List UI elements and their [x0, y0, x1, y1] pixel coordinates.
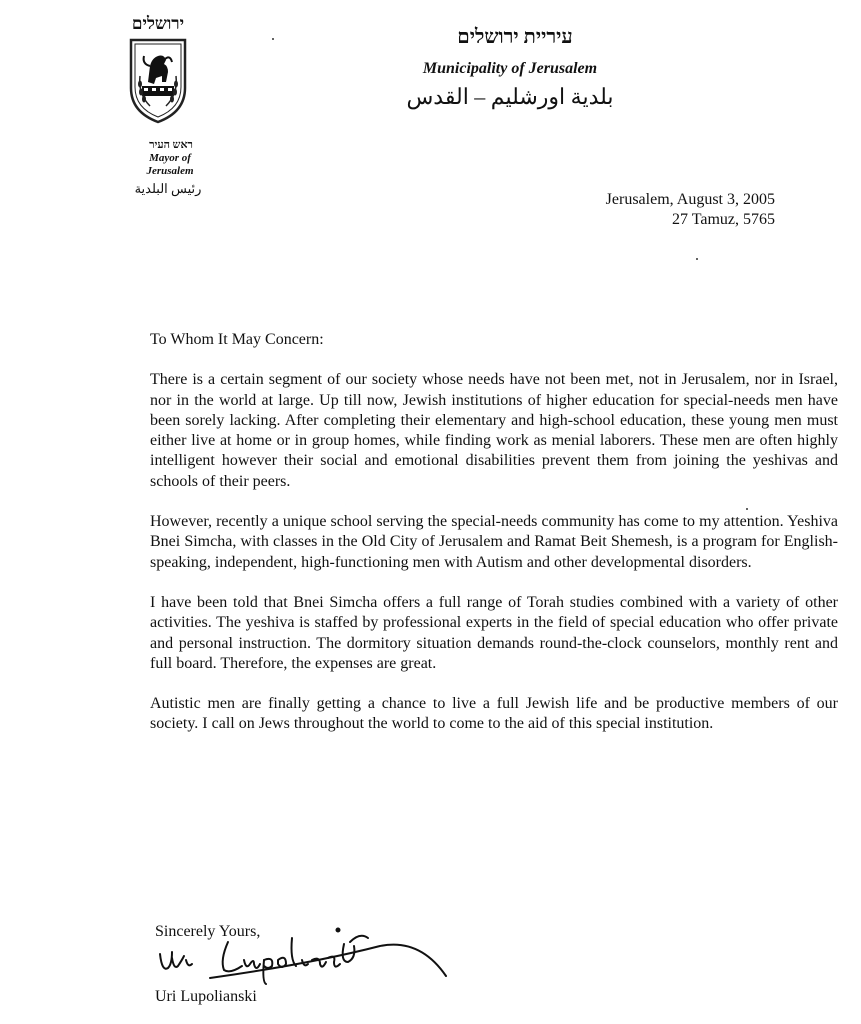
paragraph-1: There is a certain segment of our society whose needs have not been met, not in Jerusalem, nor in Israel, nor in the world at large. Up till now, Jewish institutions of higher education for special-needs men have been sorely lacking. After completing their elementary and high-school education, these young men must either live at home or in group homes, while finding work as menial laborers. These men are often highly intelligent however their social and emotional disabilities prevent them from joining the yeshivas and schools of their peers.: [150, 371, 838, 490]
salutation: To Whom It May Concern:: [150, 331, 324, 348]
paragraph-3: I have been told that Bnei Simcha offers a full range of Torah studies combined with a variety of other activities. The yeshiva is staffed by professional experts in the field of special education who offer private and personal instruction. The dormitory situation demands round-the-clock counselors, monthly rent and full board. Therefore, the expenses are great.: [150, 593, 838, 672]
date-gregorian: Jerusalem, August 3, 2005: [605, 191, 775, 208]
mayor-title-english-line2: Jerusalem: [146, 165, 194, 177]
mayor-title-arabic: رئيس البلدية: [134, 181, 202, 196]
mayor-title-block: [118, 138, 218, 198]
scan-speck: [746, 508, 748, 510]
date-block: [606, 190, 775, 230]
mayor-title-english-line1: Mayor of: [149, 152, 191, 164]
jerusalem-emblem: [118, 14, 198, 126]
paragraph-4: Autistic men are finally getting a chance to live a full Jewish life and be productive members of our society. I call on Jews throughout the world to come to the aid of this special institution.: [150, 695, 838, 733]
date-hebrew: 27 Tamuz, 5765: [671, 211, 775, 228]
scan-speck: [272, 38, 274, 40]
municipality-hebrew: עיריית ירושלים: [457, 26, 573, 48]
signer-name: Uri Lupolianski: [155, 988, 257, 1005]
municipality-arabic: بلدية اورشليم – القدس: [406, 84, 614, 109]
letter-body: [150, 330, 838, 755]
lion-shield-icon: [128, 36, 188, 124]
municipality-header: [360, 24, 660, 112]
paragraph-2: However, recently a unique school serving the special-needs community has come to my attention. Yeshiva Bnei Simcha, with classes in the Old City of Jerusalem and Ramat Beit Shemesh, is a program for English-speaking, independent, high-functioning men with Autism and other developmental disorders.: [150, 513, 838, 571]
mayor-title-hebrew: ראש העיר: [149, 139, 193, 151]
municipality-english: Municipality of Jerusalem: [422, 60, 598, 77]
scan-speck: [696, 258, 698, 260]
closing: Sincerely Yours,: [155, 923, 261, 940]
emblem-hebrew-text: ירושלים: [131, 14, 185, 33]
